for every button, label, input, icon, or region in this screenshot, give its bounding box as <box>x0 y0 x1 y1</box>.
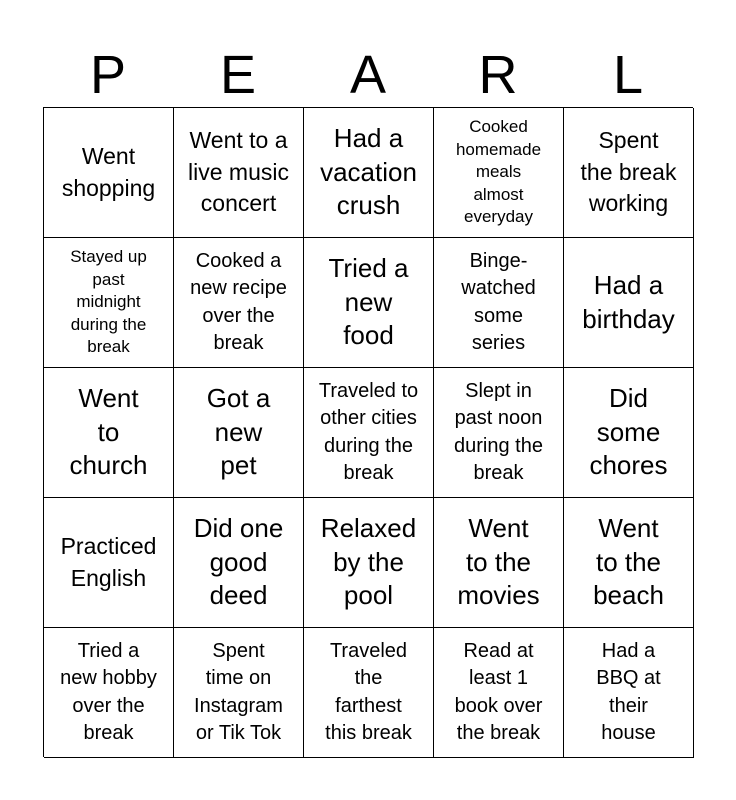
bingo-cell[interactable]: Had a birthday <box>564 238 694 368</box>
bingo-cell[interactable]: Slept in past noon during the break <box>434 368 564 498</box>
bingo-header <box>43 44 693 106</box>
header-letter-e: E <box>219 45 257 105</box>
bingo-cell[interactable]: Tried a new hobby over the break <box>44 628 174 758</box>
bingo-cell[interactable]: Spent the break working <box>564 108 694 238</box>
bingo-cell[interactable]: Spent time on Instagram or Tik Tok <box>174 628 304 758</box>
bingo-cell[interactable]: Went to the movies <box>434 498 564 628</box>
bingo-cell[interactable]: Cooked homemade meals almost everyday <box>434 108 564 238</box>
bingo-cell[interactable]: Did some chores <box>564 368 694 498</box>
bingo-cell[interactable]: Stayed up past midnight during the break <box>44 238 174 368</box>
bingo-cell[interactable]: Had a vacation crush <box>304 108 434 238</box>
bingo-cell[interactable]: Went to a live music concert <box>174 108 304 238</box>
header-letter-r: R <box>478 45 518 105</box>
bingo-cell[interactable]: Relaxed by the pool <box>304 498 434 628</box>
bingo-cell[interactable]: Got a new pet <box>174 368 304 498</box>
bingo-cell[interactable]: Traveled the farthest this break <box>304 628 434 758</box>
bingo-cell[interactable]: Traveled to other cities during the break <box>304 368 434 498</box>
bingo-cell[interactable]: Practiced English <box>44 498 174 628</box>
bingo-cell[interactable]: Went to church <box>44 368 174 498</box>
bingo-cell[interactable]: Had a BBQ at their house <box>564 628 694 758</box>
bingo-board <box>43 107 693 757</box>
bingo-cell[interactable]: Tried a new food <box>304 238 434 368</box>
bingo-cell[interactable]: Cooked a new recipe over the break <box>174 238 304 368</box>
bingo-cell[interactable]: Went to the beach <box>564 498 694 628</box>
bingo-cell[interactable]: Binge- watched some series <box>434 238 564 368</box>
bingo-cell[interactable]: Read at least 1 book over the break <box>434 628 564 758</box>
bingo-cell[interactable]: Went shopping <box>44 108 174 238</box>
header-letter-l: L <box>612 45 644 105</box>
header-letter-a: A <box>349 45 387 105</box>
bingo-cell[interactable]: Did one good deed <box>174 498 304 628</box>
header-letter-p: P <box>89 45 127 105</box>
